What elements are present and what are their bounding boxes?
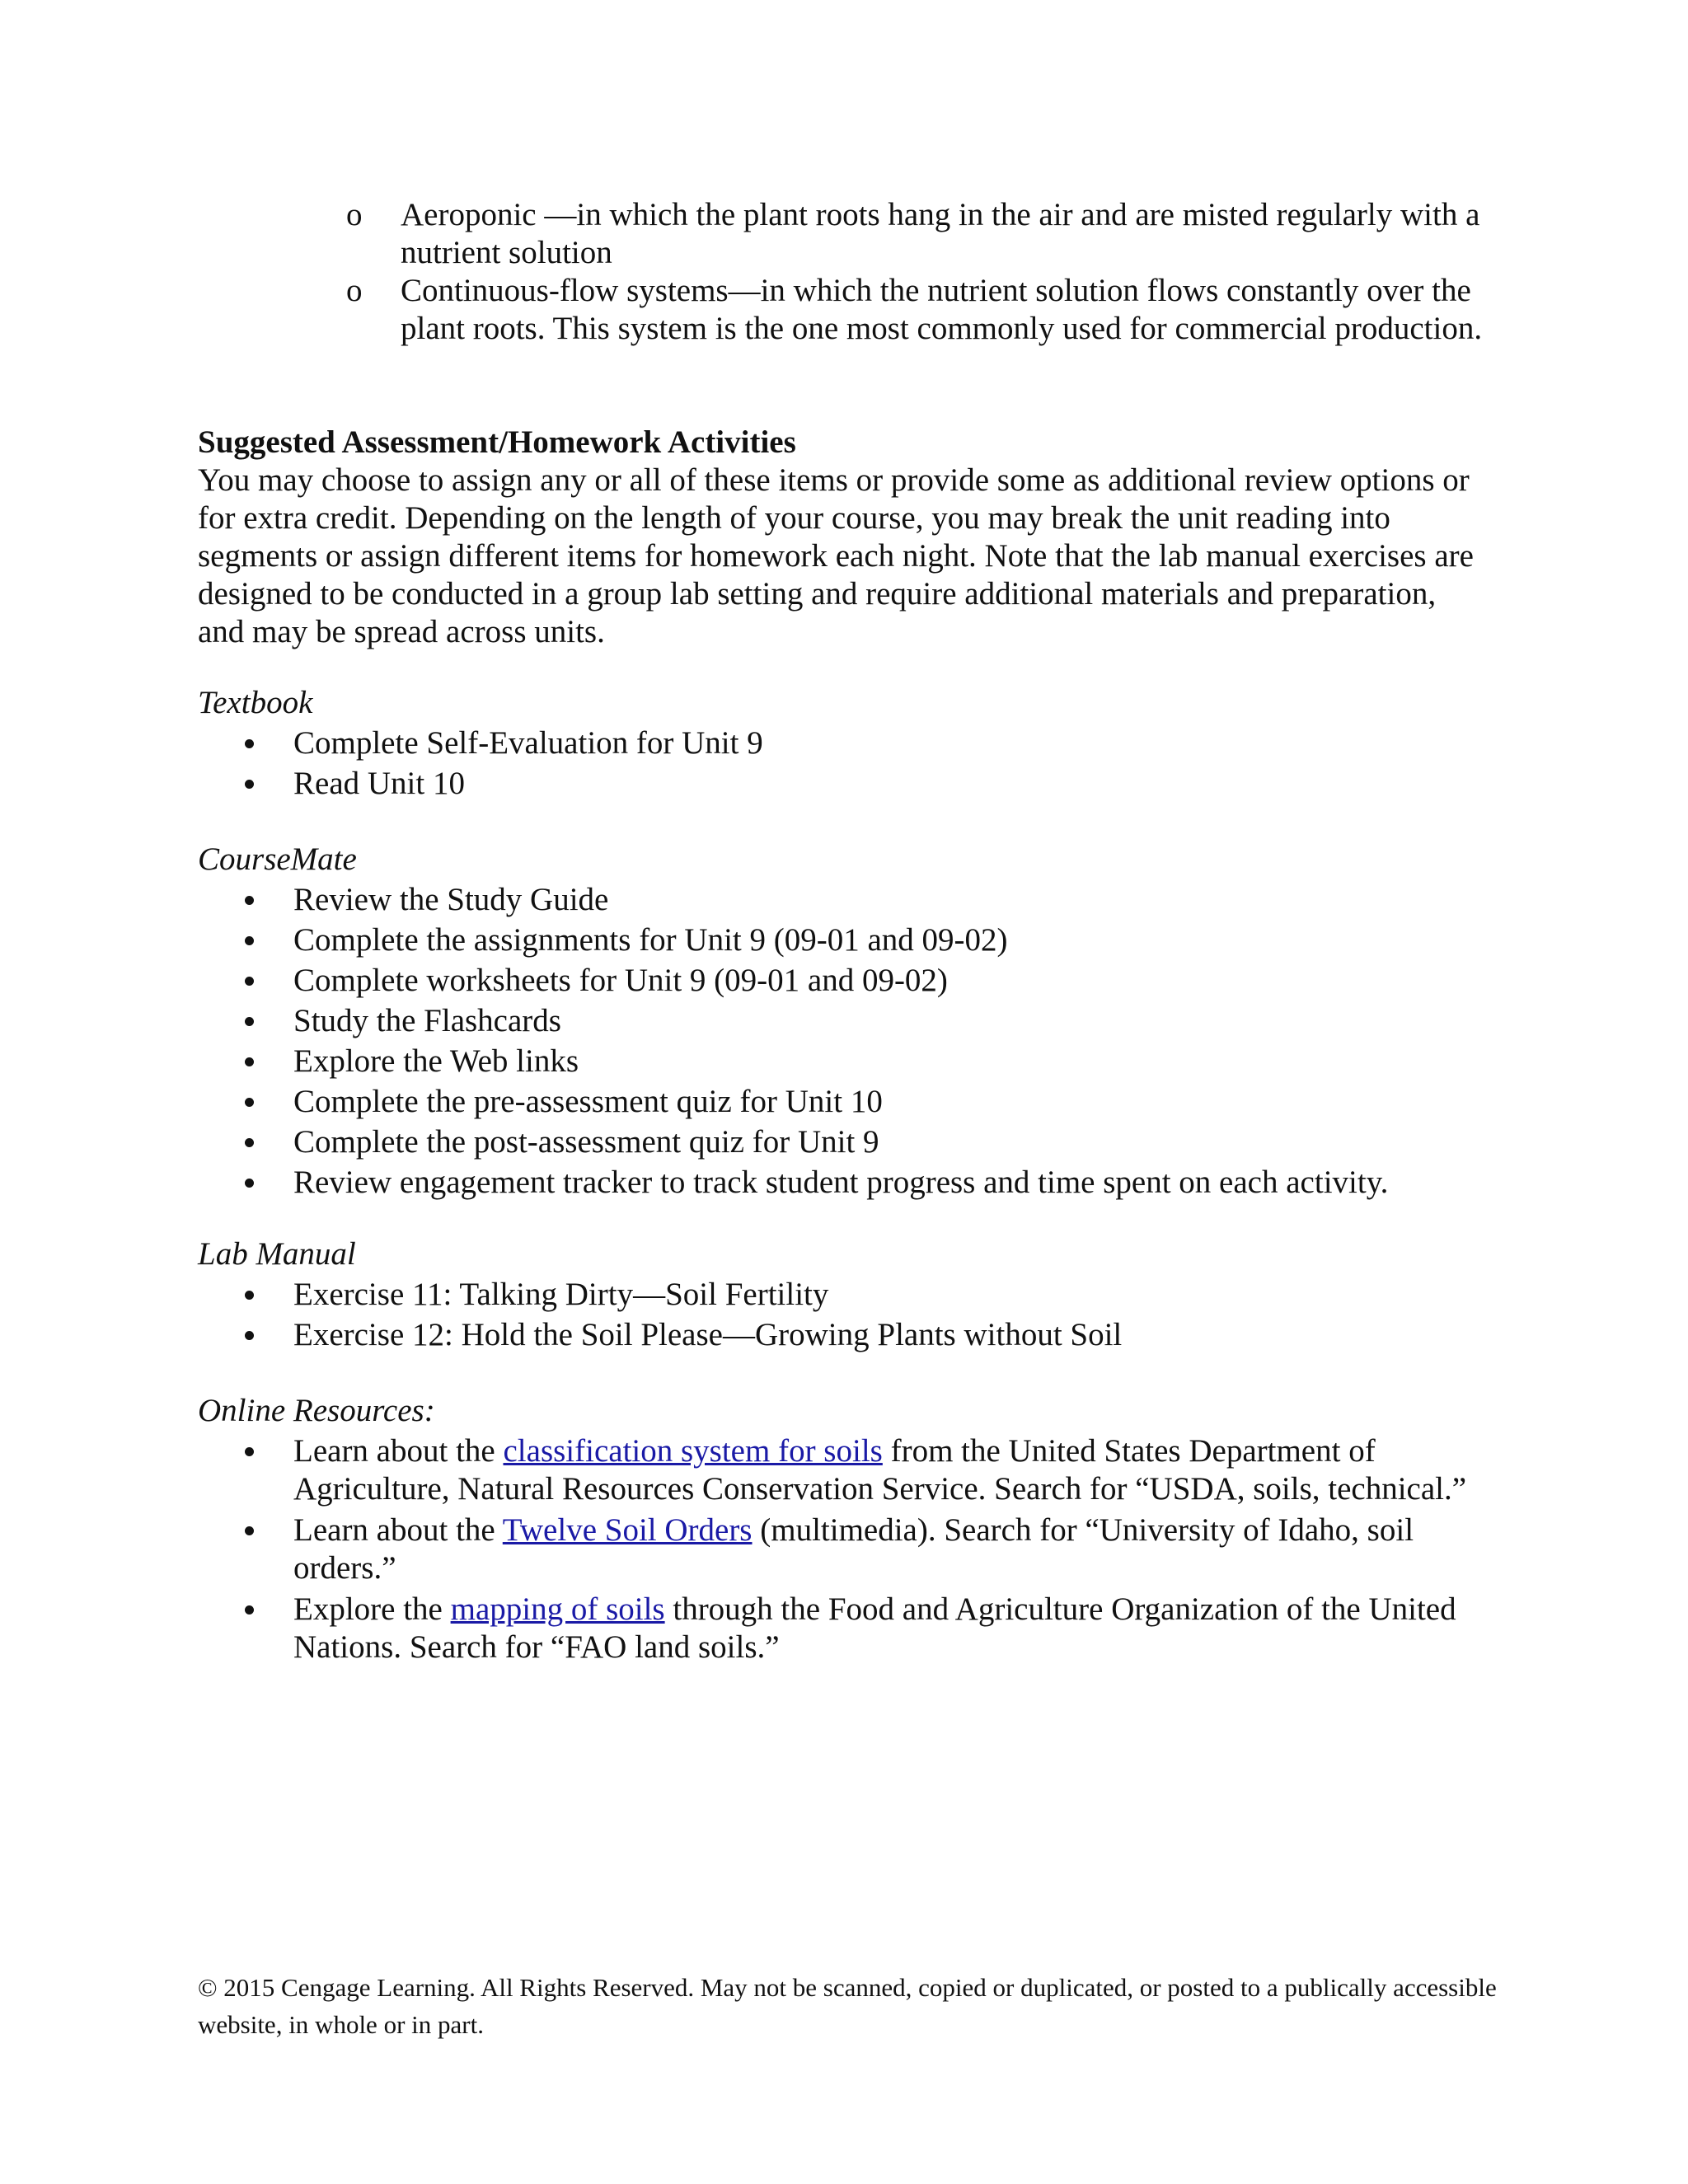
online-resources-list: [198, 1432, 1484, 1670]
list-item-text: Complete the post-assessment quiz for Unit 9: [293, 1124, 879, 1160]
bullet-dot: [245, 1331, 254, 1340]
bullet-dot: [245, 739, 254, 748]
list-item: [198, 1043, 1484, 1080]
list-item: [198, 881, 1484, 919]
bullet-dot: [245, 1291, 254, 1300]
list-item: [198, 765, 1484, 803]
bullet-dot: [245, 977, 254, 986]
bullet-dot: [245, 1605, 254, 1615]
lab-manual-label: Lab Manual: [198, 1236, 356, 1272]
bullet-dot: [245, 1098, 254, 1107]
bullet-dot: [245, 1017, 254, 1026]
list-item: [198, 1164, 1484, 1202]
copyright-footer: © 2015 Cengage Learning. All Rights Reserved. May not be scanned, copied or duplicated, or posted to a publically accessible website, in whole or in part.: [198, 1973, 1497, 2039]
list-item: [198, 1591, 1484, 1666]
list-item-text: Read Unit 10: [293, 766, 465, 801]
list-item-text: Complete the assignments for Unit 9 (09-01 and 09-02): [293, 922, 1008, 958]
list-item: [198, 1002, 1484, 1040]
list-item-text: Aeroponic —in which the plant roots hang in the air and are misted regularly with a nutrient solution: [401, 197, 1480, 270]
online-resources-label: Online Resources:: [198, 1393, 435, 1428]
section-heading: Suggested Assessment/Homework Activities: [198, 424, 796, 460]
list-item-text: Complete Self-Evaluation for Unit 9: [293, 725, 763, 761]
bullet-dot: [245, 1447, 254, 1456]
lab-manual-list: [198, 1276, 1484, 1357]
bullet-dot: [245, 1138, 254, 1147]
soil-classification-link[interactable]: classification system for soils: [503, 1433, 883, 1469]
link-prefix-text: Explore the: [293, 1591, 451, 1627]
bullet-dot: [245, 780, 254, 789]
link-suffix-text: (multimedia). Search for “University of Idaho, soil orders.”: [293, 1512, 1414, 1586]
list-item-text: Complete the pre-assessment quiz for Unit 10: [293, 1084, 883, 1119]
list-item: [198, 921, 1484, 959]
textbook-list: [198, 724, 1484, 805]
bullet-dot: [245, 896, 254, 905]
list-item-text: Exercise 11: Talking Dirty—Soil Fertility: [293, 1277, 829, 1312]
list-item: [346, 272, 1500, 348]
mapping-of-soils-link[interactable]: mapping of soils: [450, 1591, 665, 1627]
link-suffix-text: through the Food and Agriculture Organization of the United Nations. Search for “FAO land soils.”: [293, 1591, 1456, 1665]
link-prefix-text: Learn about the: [293, 1433, 504, 1469]
list-item: [346, 196, 1500, 272]
twelve-soil-orders-link[interactable]: Twelve Soil Orders: [502, 1512, 753, 1548]
list-item-text: Study the Flashcards: [293, 1003, 561, 1038]
list-item: [198, 724, 1484, 762]
list-item: [198, 1432, 1484, 1508]
textbook-label: Textbook: [198, 685, 313, 720]
hydroponic-systems-sublist: [346, 196, 1500, 348]
link-suffix-text: from the United States Department of Agriculture, Natural Resources Conservation Service. Search for “USDA, soils, technical.”: [293, 1433, 1467, 1507]
list-item-text: Review the Study Guide: [293, 882, 609, 917]
list-item-text: Complete worksheets for Unit 9 (09-01 and 09-02): [293, 963, 948, 998]
bullet-dot: [245, 1526, 254, 1535]
bullet-marker: o: [346, 197, 363, 232]
bullet-marker: o: [346, 273, 363, 308]
list-item: [198, 1083, 1484, 1121]
coursemate-list: [198, 881, 1484, 1204]
intro-paragraph: You may choose to assign any or all of these items or provide some as additional review options or for extra credit. Depending on the length of your course, you may break the unit reading into segments or assign different items for homework each night. Note that the lab manual exercises are designed to be conducted in a group lab setting and require additional materials and preparation, and may be spread across units.: [198, 462, 1474, 649]
list-item: [198, 962, 1484, 1000]
bullet-dot: [245, 1179, 254, 1188]
bullet-dot: [245, 936, 254, 945]
list-item-text: Explore the Web links: [293, 1043, 579, 1079]
list-item-text: Exercise 12: Hold the Soil Please—Growing Plants without Soil: [293, 1317, 1123, 1352]
list-item-text: Review engagement tracker to track student progress and time spent on each activity.: [293, 1165, 1389, 1200]
list-item: [198, 1316, 1484, 1354]
list-item: [198, 1511, 1484, 1587]
coursemate-label: CourseMate: [198, 841, 357, 877]
list-item: [198, 1123, 1484, 1161]
list-item: [198, 1276, 1484, 1314]
list-item-text: Continuous-flow systems—in which the nutrient solution flows constantly over the plant roots. This system is the one most commonly used for commercial production.: [401, 273, 1483, 346]
link-prefix-text: Learn about the: [293, 1512, 503, 1548]
bullet-dot: [245, 1057, 254, 1066]
